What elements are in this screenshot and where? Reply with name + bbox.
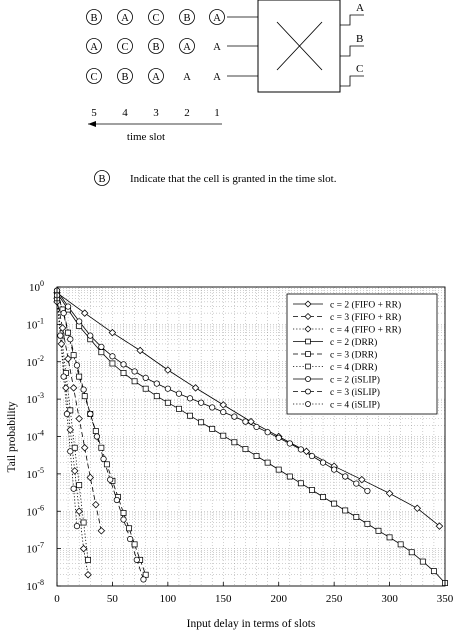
cell-label: C — [121, 42, 129, 53]
data-point-marker — [93, 501, 99, 507]
data-point-marker — [82, 394, 87, 399]
data-point-marker — [132, 379, 137, 384]
data-point-marker — [132, 369, 137, 374]
data-point-marker — [187, 396, 192, 401]
y-tick-base: 10 — [26, 581, 38, 593]
legend-text: Indicate that the cell is granted in the time slot. — [130, 173, 337, 185]
output-line — [340, 15, 364, 25]
legend-entry-label: c = 2 (FIFO + RR) — [330, 300, 402, 311]
data-point-marker — [110, 354, 115, 359]
data-point-marker — [132, 542, 137, 547]
data-point-marker — [68, 449, 73, 454]
data-point-marker — [309, 453, 314, 458]
data-point-marker — [121, 510, 126, 515]
data-point-marker — [243, 447, 248, 452]
data-point-marker — [154, 381, 159, 386]
y-tick-exponent: -6 — [37, 503, 44, 513]
legend-entry-label: c = 4 (FIFO + RR) — [330, 325, 402, 336]
data-point-marker — [66, 330, 71, 335]
output-label: B — [356, 33, 364, 45]
data-point-marker — [121, 370, 126, 375]
data-point-marker — [74, 523, 79, 528]
cell-label: A — [213, 72, 221, 83]
data-point-marker — [137, 347, 143, 353]
y-tick-base: 10 — [26, 506, 38, 519]
legend-swatch-marker — [306, 352, 311, 357]
data-point-marker — [121, 517, 126, 522]
y-tick-base: 10 — [26, 319, 38, 332]
data-point-marker — [265, 460, 270, 465]
cell-label: A — [183, 42, 191, 53]
cell-label: B — [90, 13, 98, 24]
cell-label: C — [152, 13, 160, 24]
data-point-marker — [165, 367, 171, 373]
y-tick-label — [26, 354, 44, 369]
data-point-marker — [165, 400, 170, 405]
data-point-marker — [76, 319, 81, 324]
data-point-marker — [63, 385, 69, 391]
data-point-marker — [298, 447, 303, 452]
data-point-marker — [99, 344, 104, 349]
data-point-marker — [141, 577, 146, 582]
data-point-marker — [74, 363, 79, 368]
data-point-marker — [187, 413, 192, 418]
data-point-marker — [332, 501, 337, 506]
data-point-marker — [143, 375, 148, 380]
y-tick-base: 10 — [26, 431, 38, 444]
data-point-marker — [70, 385, 76, 391]
y-tick-exponent: -1 — [37, 316, 44, 326]
data-point-marker — [65, 356, 71, 362]
legend-entry-label: c = 2 (iSLIP) — [330, 375, 380, 386]
y-tick-label — [26, 541, 44, 556]
data-point-marker — [61, 310, 66, 315]
data-point-marker — [248, 418, 254, 424]
data-point-marker — [365, 521, 370, 526]
cell-label: A — [183, 72, 191, 83]
data-point-marker — [107, 477, 112, 482]
data-point-marker — [64, 411, 69, 416]
x-axis-label: Input delay in terms of slots — [186, 618, 316, 630]
data-point-marker — [199, 420, 204, 425]
data-point-marker — [58, 333, 63, 338]
data-point-marker — [331, 467, 336, 472]
time-arrow-head — [88, 121, 96, 127]
cell-label: A — [152, 72, 160, 83]
data-point-marker — [61, 374, 66, 379]
data-point-marker — [309, 487, 314, 492]
y-tick-base: 10 — [26, 394, 38, 407]
x-tick-label: 300 — [381, 593, 398, 605]
y-tick-label — [26, 429, 44, 444]
data-point-marker — [88, 411, 93, 416]
slot-number: 3 — [153, 107, 159, 119]
data-point-marker — [165, 386, 170, 391]
data-point-marker — [94, 434, 99, 439]
data-point-marker — [254, 453, 259, 458]
data-point-marker — [359, 476, 365, 482]
legend-swatch-marker — [306, 339, 311, 344]
output-line — [340, 46, 364, 56]
data-point-marker — [76, 415, 82, 421]
data-point-marker — [386, 490, 392, 496]
y-tick-exponent: 0 — [40, 279, 44, 288]
data-point-marker — [72, 445, 77, 450]
data-point-marker — [192, 385, 198, 391]
y-tick-label — [26, 391, 44, 406]
data-point-marker — [265, 430, 270, 435]
y-tick-exponent: -3 — [37, 391, 44, 401]
data-point-marker — [101, 456, 106, 461]
data-point-marker — [354, 481, 359, 486]
data-point-marker — [110, 361, 115, 366]
data-point-marker — [398, 542, 403, 547]
time-slot-label: time slot — [126, 131, 166, 143]
legend-swatch-marker — [305, 376, 310, 381]
data-point-marker — [127, 536, 132, 541]
legend-entry-label: c = 3 (iSLIP) — [330, 388, 380, 398]
output-label: A — [356, 2, 364, 14]
data-point-marker — [114, 497, 119, 502]
legend-entry-label: c = 3 (DRR) — [330, 350, 378, 361]
data-point-marker — [77, 374, 82, 379]
data-point-marker — [93, 428, 98, 433]
data-point-marker — [276, 435, 281, 440]
data-point-marker — [354, 514, 359, 519]
data-point-marker — [85, 557, 90, 562]
data-point-marker — [71, 486, 76, 491]
data-point-marker — [320, 460, 325, 465]
data-point-marker — [232, 440, 237, 445]
data-point-marker — [80, 545, 86, 551]
y-tick-label — [29, 279, 44, 294]
cell-label: A — [90, 42, 98, 53]
data-point-marker — [109, 329, 115, 335]
data-point-marker — [58, 341, 64, 347]
chart-legend — [287, 294, 437, 414]
legend-entry-label: c = 4 (DRR) — [330, 363, 378, 373]
data-point-marker — [88, 333, 93, 338]
data-point-marker — [221, 409, 226, 414]
slot-number: 2 — [184, 107, 190, 119]
data-point-marker — [243, 419, 248, 424]
data-point-marker — [71, 353, 76, 358]
data-point-marker — [287, 474, 292, 479]
switch-outputs — [340, 2, 364, 86]
data-point-marker — [420, 559, 425, 564]
x-tick-label: 350 — [436, 593, 454, 605]
data-point-marker — [81, 520, 86, 525]
legend-swatch-marker — [305, 401, 310, 406]
y-tick-exponent: -5 — [37, 465, 44, 475]
hol-scheduling-diagram — [87, 0, 365, 186]
data-point-marker — [176, 406, 181, 411]
x-tick-label: 100 — [159, 593, 177, 605]
data-point-marker — [232, 414, 237, 419]
data-point-marker — [82, 310, 88, 316]
data-point-marker — [121, 362, 126, 367]
legend-symbol: B — [98, 174, 106, 185]
data-point-marker — [198, 400, 203, 405]
y-tick-exponent: -2 — [37, 353, 44, 363]
legend-swatch-marker — [305, 389, 310, 394]
data-point-marker — [76, 508, 82, 514]
slot-number: 4 — [122, 107, 128, 119]
data-point-marker — [68, 337, 73, 342]
data-point-marker — [387, 535, 392, 540]
y-axis-ticks — [26, 279, 61, 593]
data-point-marker — [65, 304, 70, 309]
data-point-marker — [254, 424, 259, 429]
x-tick-label: 50 — [106, 593, 118, 605]
y-tick-base: 10 — [26, 356, 38, 369]
data-point-marker — [72, 468, 78, 474]
data-point-marker — [365, 488, 370, 493]
data-point-marker — [320, 494, 325, 499]
data-point-marker — [87, 474, 93, 480]
cell-label: A — [213, 42, 221, 53]
data-point-marker — [298, 481, 303, 486]
data-point-marker — [143, 386, 148, 391]
output-line — [340, 76, 364, 86]
legend-entry-label: c = 2 (DRR) — [330, 338, 378, 348]
data-point-marker — [99, 350, 104, 355]
legend-entry-label: c = 3 (FIFO + RR) — [330, 313, 402, 323]
data-point-marker — [176, 391, 181, 396]
cell-label: A — [213, 13, 221, 24]
y-axis-label: Tail probability — [6, 401, 18, 473]
data-point-marker — [77, 483, 82, 488]
x-axis-ticks — [54, 582, 454, 605]
y-tick-base: 10 — [26, 543, 38, 556]
legend-swatch-marker — [306, 364, 311, 369]
data-point-marker — [104, 462, 109, 467]
cell-label: B — [183, 13, 191, 24]
slot-number: 1 — [214, 107, 220, 119]
cell-label: C — [90, 72, 98, 83]
data-point-marker — [287, 441, 292, 446]
cell-label: A — [121, 13, 129, 24]
time-slot-numbers — [91, 107, 220, 119]
x-tick-label: 250 — [325, 593, 343, 605]
y-tick-base: 10 — [29, 282, 40, 294]
data-point-marker — [81, 387, 86, 392]
y-tick-exponent: -8 — [37, 578, 44, 587]
data-point-marker — [154, 394, 159, 399]
data-point-marker — [376, 528, 381, 533]
y-tick-label — [26, 466, 44, 481]
data-point-marker — [210, 426, 215, 431]
output-label: C — [356, 63, 364, 75]
data-point-marker — [82, 445, 88, 451]
legend-entry-label: c = 4 (iSLIP) — [330, 400, 380, 411]
data-point-marker — [276, 467, 281, 472]
cell-label: B — [121, 72, 129, 83]
cell-label: B — [152, 42, 160, 53]
data-point-marker — [409, 550, 414, 555]
data-point-marker — [431, 569, 436, 574]
y-tick-base: 10 — [26, 468, 38, 481]
data-point-marker — [126, 526, 131, 531]
y-tick-label — [26, 316, 44, 331]
data-point-marker — [221, 433, 226, 438]
input-queue-cells — [87, 10, 259, 84]
data-point-marker — [99, 445, 104, 450]
x-tick-label: 200 — [270, 593, 287, 605]
data-point-marker — [343, 508, 348, 513]
data-point-marker — [209, 405, 214, 410]
data-point-marker — [98, 528, 104, 534]
x-tick-label: 0 — [54, 593, 60, 605]
data-point-marker — [343, 474, 348, 479]
data-point-marker — [134, 557, 139, 562]
y-tick-exponent: -7 — [37, 540, 44, 550]
y-tick-label — [26, 578, 44, 593]
y-tick-exponent: -4 — [37, 428, 44, 438]
tail-probability-chart — [6, 279, 454, 630]
x-tick-label: 150 — [215, 593, 232, 605]
y-tick-label — [26, 503, 44, 518]
slot-number: 5 — [91, 107, 97, 119]
